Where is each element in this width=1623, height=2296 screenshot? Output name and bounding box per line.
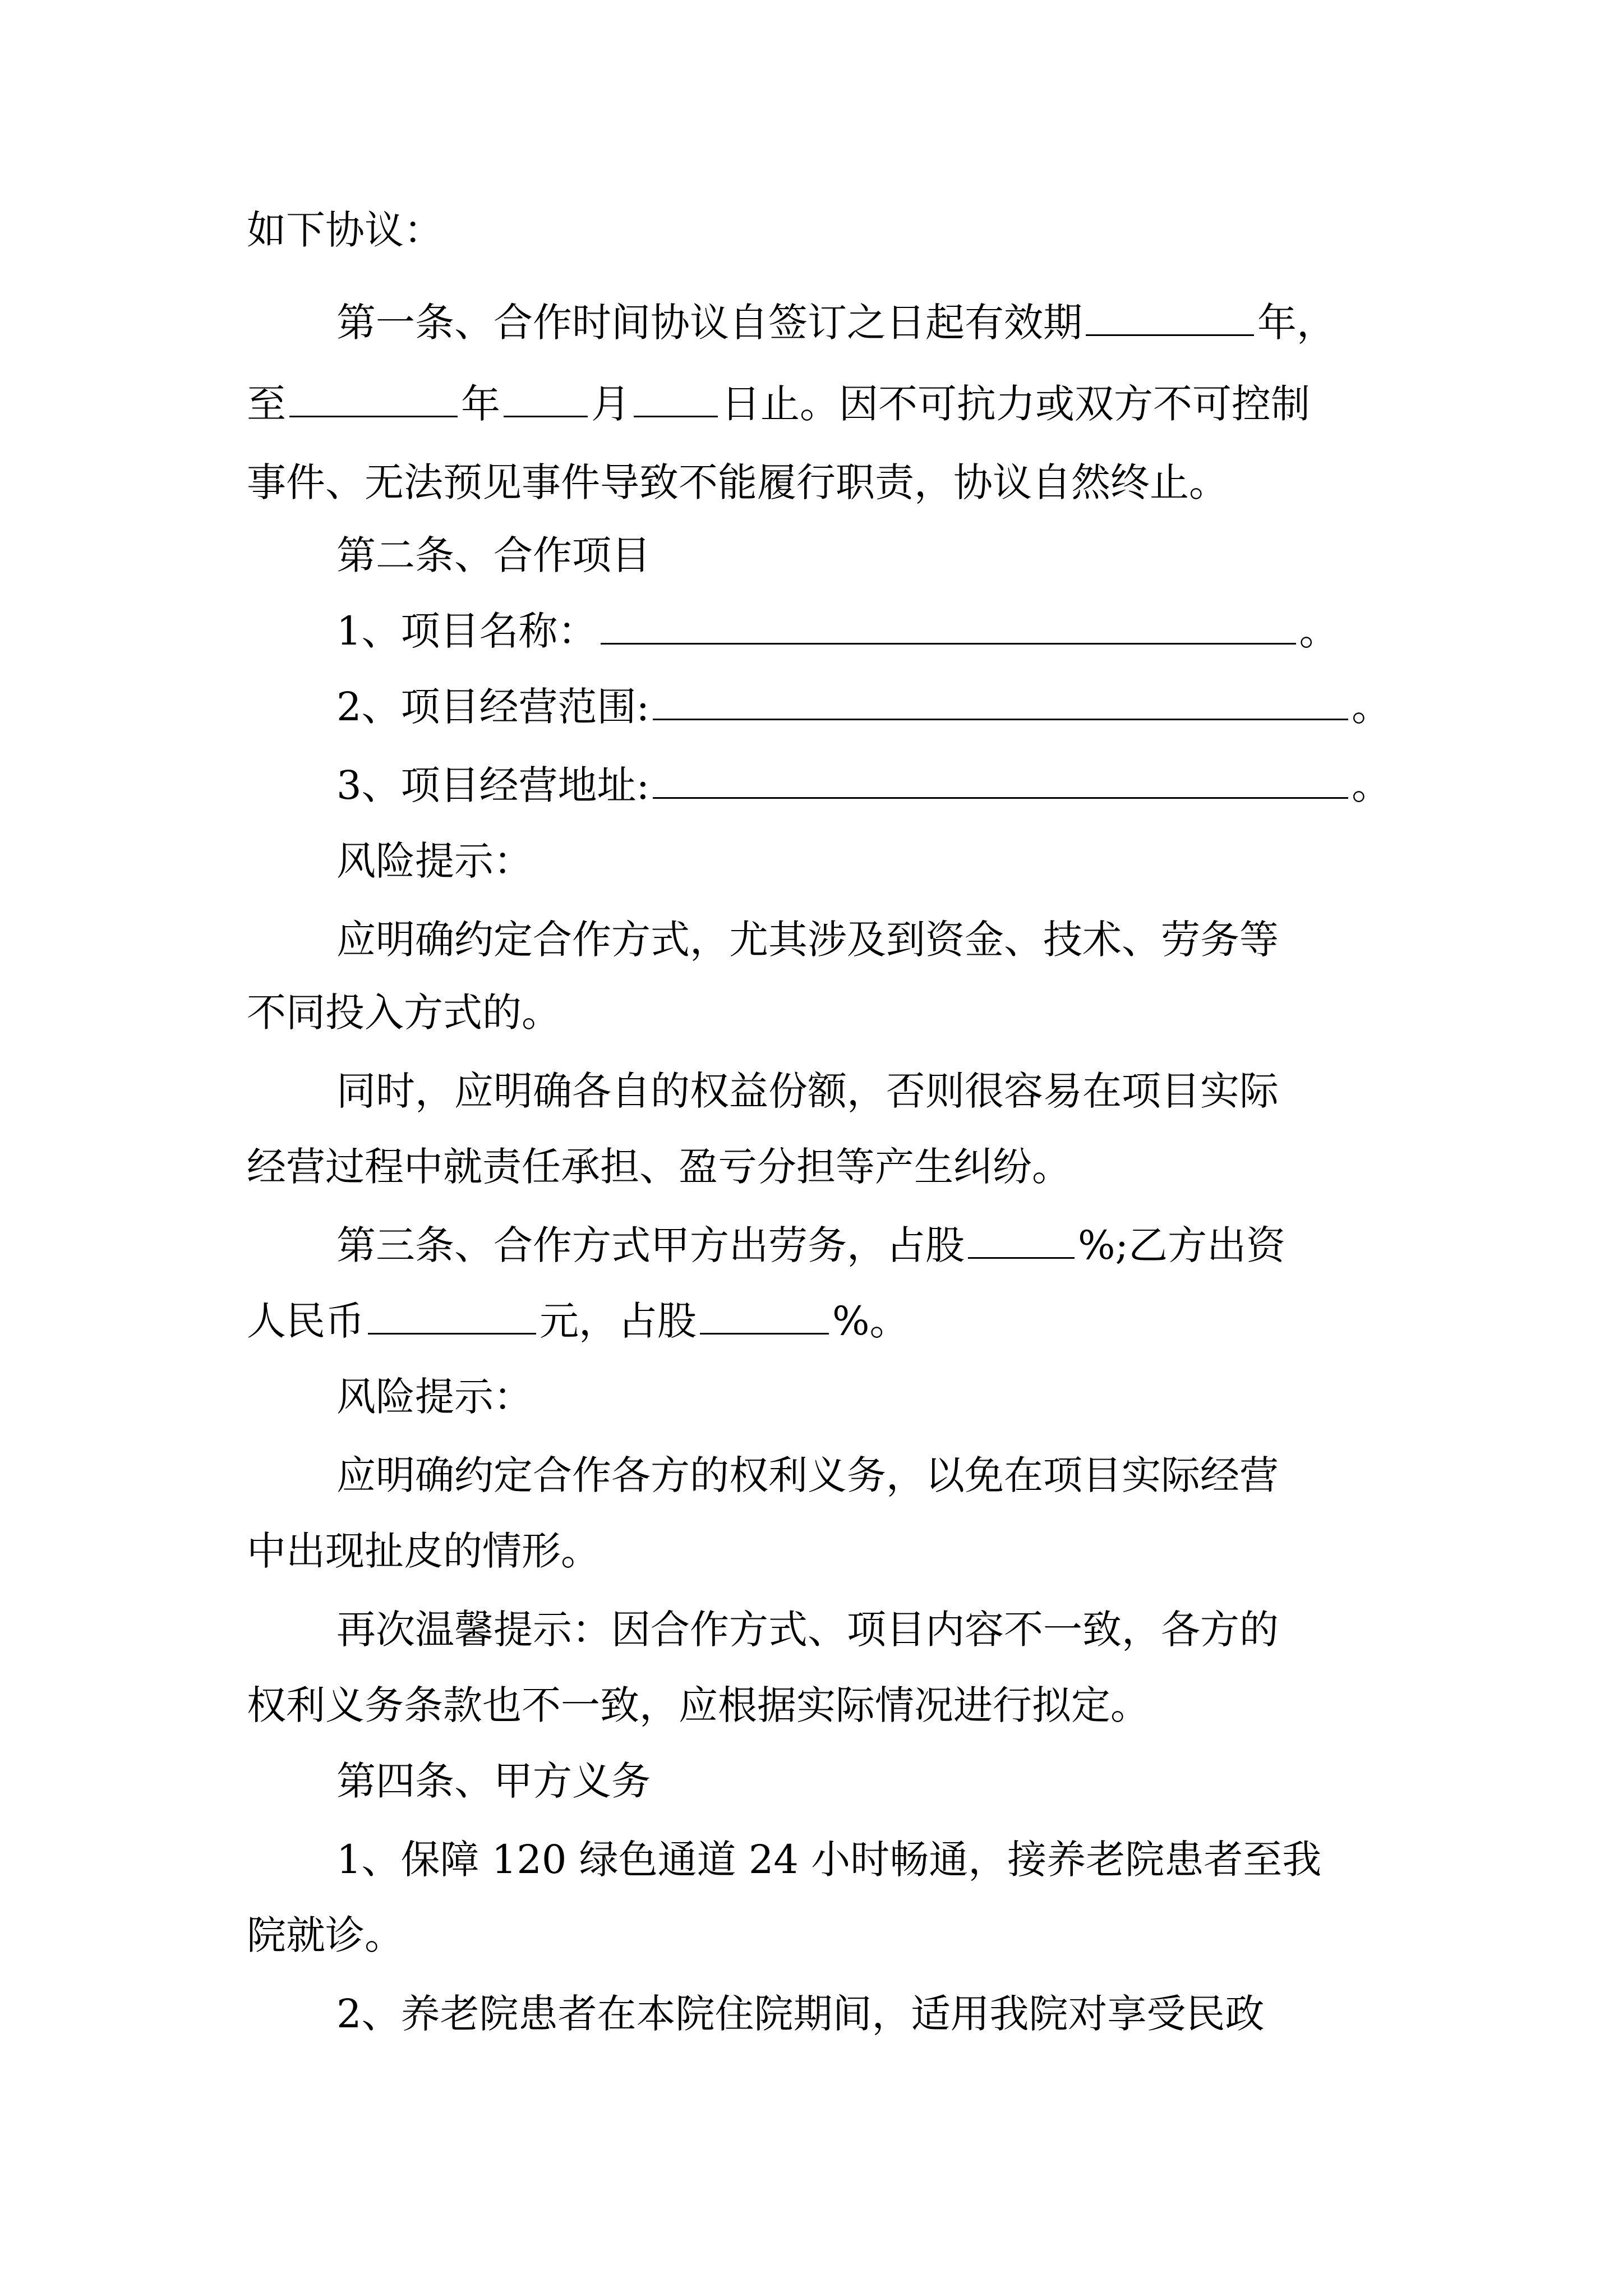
- line-text: 月: [591, 381, 630, 427]
- line-text: 第一条、合作时间协议自签订之日起有效期: [336, 300, 1082, 346]
- line-text: 年: [461, 381, 500, 427]
- line-text: 元，占股: [540, 1298, 697, 1344]
- fill-blank: [601, 643, 1296, 645]
- line-text: 至: [247, 381, 286, 427]
- fill-blank: [700, 1333, 829, 1335]
- line-text: 第二条、合作项目: [336, 532, 651, 578]
- text-line: [336, 1363, 533, 1430]
- line-text: %;乙方出资: [1078, 1222, 1286, 1268]
- text-line: [247, 979, 561, 1046]
- text-line: [336, 827, 533, 895]
- text-line: [247, 1287, 909, 1355]
- fill-blank: [289, 416, 458, 417]
- line-text: 第四条、甲方义务: [336, 1758, 651, 1804]
- text-line: [247, 449, 1228, 516]
- line-text: 风险提示：: [336, 838, 533, 884]
- fill-blank: [504, 416, 588, 417]
- text-line: [336, 1212, 1285, 1279]
- line-text: 。: [1352, 684, 1391, 730]
- text-line: [247, 1672, 1150, 1739]
- text-line: [247, 370, 1310, 438]
- text-line: [336, 906, 1279, 973]
- text-line: [336, 289, 1336, 356]
- fill-blank: [1086, 334, 1254, 336]
- text-line: [336, 1057, 1279, 1125]
- line-text: 。: [1299, 608, 1339, 654]
- line-text: 院就诊。: [247, 1912, 404, 1958]
- line-text: 3、项目经营地址:: [336, 762, 650, 808]
- line-text: 事件、无法预见事件导致不能履行职责，协议自然终止。: [247, 459, 1228, 505]
- line-text: 权利义务条款也不一致，应根据实际情况进行拟定。: [247, 1682, 1150, 1728]
- line-text: 应明确约定合作各方的权利义务，以免在项目实际经营: [336, 1452, 1279, 1498]
- line-text: 。: [1352, 762, 1391, 808]
- line-text: 1、保障 120 绿色通道 24 小时畅通，接养老院患者至我: [336, 1837, 1322, 1883]
- text-line: [336, 522, 651, 589]
- line-text: 日止。因不可抗力或双方不可控制: [721, 381, 1310, 427]
- line-text: 2、项目经营范围:: [336, 684, 650, 730]
- line-text: 2、养老院患者在本院住院期间，适用我院对享受民政: [336, 1991, 1265, 2037]
- line-text: 如下协议：: [247, 207, 443, 253]
- line-text: 中出现扯皮的情形。: [247, 1528, 600, 1574]
- text-line: [336, 597, 1339, 665]
- line-text: 第三条、合作方式甲方出劳务，占股: [336, 1222, 965, 1268]
- fill-blank: [653, 719, 1348, 720]
- text-line: [247, 1902, 404, 1969]
- text-line: [336, 673, 1391, 740]
- fill-blank: [968, 1257, 1075, 1259]
- text-line: [336, 1596, 1279, 1663]
- line-text: %。: [832, 1298, 909, 1344]
- line-text: 人民币: [247, 1298, 365, 1344]
- text-line: [336, 1442, 1279, 1509]
- line-text: 同时，应明确各自的权益份额，否则很容易在项目实际: [336, 1068, 1279, 1114]
- line-text: 应明确约定合作方式，尤其涉及到资金、技术、劳务等: [336, 917, 1279, 963]
- text-line: [336, 752, 1391, 819]
- fill-blank: [653, 797, 1348, 799]
- text-line: [336, 1826, 1321, 1893]
- text-line: [336, 1747, 651, 1815]
- line-text: 经营过程中就责任承担、盈亏分担等产生纠纷。: [247, 1144, 1071, 1190]
- fill-blank: [634, 416, 718, 417]
- text-line: [336, 1980, 1265, 2047]
- line-text: 风险提示：: [336, 1374, 533, 1420]
- fill-blank: [368, 1333, 536, 1335]
- line-text: 再次温馨提示：因合作方式、项目内容不一致，各方的: [336, 1607, 1279, 1653]
- line-text: 1、项目名称：: [336, 608, 597, 654]
- text-line: [247, 196, 443, 264]
- line-text: 年，: [1257, 300, 1336, 346]
- line-text: 不同投入方式的。: [247, 990, 561, 1036]
- text-line: [247, 1133, 1071, 1200]
- text-line: [247, 1517, 600, 1585]
